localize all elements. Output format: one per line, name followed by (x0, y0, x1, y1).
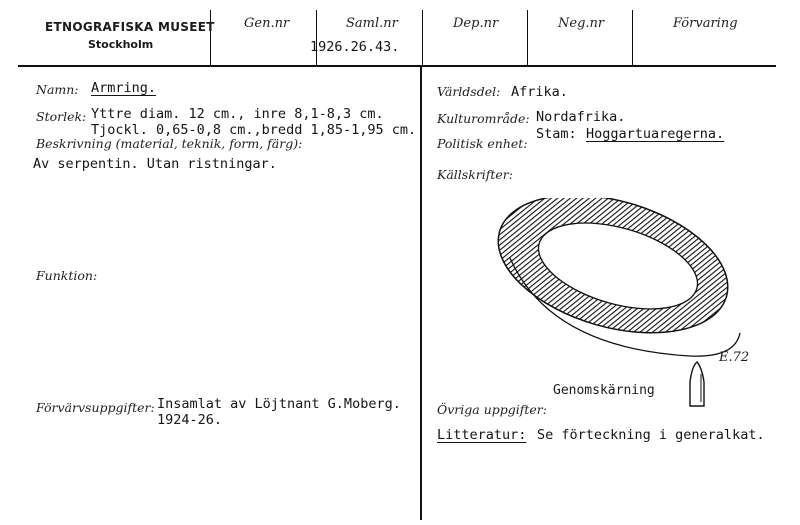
header-divider-5 (632, 10, 633, 65)
header-divider-3 (422, 10, 423, 65)
namn-value: Armring. (91, 80, 157, 96)
header-neg-nr: Neg.nr (558, 16, 605, 31)
litteratur-value: Se förteckning i generalkat. (537, 427, 765, 443)
politisk-enhet-label: Politisk enhet: (437, 136, 528, 151)
kallskrifter-label: Källskrifter: (437, 167, 513, 182)
forvarv-label: Förvärvsuppgifter: (36, 400, 155, 415)
litteratur-label: Litteratur: (437, 427, 527, 443)
beskrivning-value: Av serpentin. Utan ristningar. (33, 156, 277, 172)
drawing-caption: Genomskärning (553, 383, 655, 398)
header-bottom-rule (18, 65, 776, 67)
header-divider-1 (210, 10, 211, 65)
museum-name: ETNOGRAFISKA MUSEET (45, 20, 215, 34)
storlek-line-1: Yttre diam. 12 cm., inre 8,1-8,3 cm. (91, 106, 384, 122)
kulturomrade-label: Kulturområde: (437, 111, 530, 126)
varldsdel-label: Världsdel: (437, 84, 501, 99)
drawing-signature: E.72 (719, 350, 750, 365)
header-divider-4 (527, 10, 528, 65)
museum-city: Stockholm (88, 38, 154, 51)
body-center-divider (420, 66, 422, 520)
varldsdel-value: Afrika. (511, 84, 568, 100)
ovriga-label: Övriga uppgifter: (437, 402, 547, 417)
header-gen-nr: Gen.nr (244, 16, 290, 31)
beskrivning-label: Beskrivning (material, teknik, form, färg): (36, 136, 303, 151)
header-divider-2 (316, 10, 317, 65)
saml-nr-value: 1926.26.43. (310, 39, 400, 55)
storlek-label: Storlek: (36, 109, 87, 124)
storlek-line-2: Tjockl. 0,65-0,8 cm.,bredd 1,85-1,95 cm. (91, 122, 417, 138)
forvarv-line-2: 1924-26. (157, 412, 223, 428)
kulturomrade-value: Nordafrika. (536, 109, 626, 125)
cross-section-icon (686, 360, 708, 408)
header-saml-nr: Saml.nr (346, 16, 398, 31)
stam-value: Hoggartuaregerna. (586, 126, 725, 142)
forvarv-line-1: Insamlat av Löjtnant G.Moberg. (157, 396, 401, 412)
funktion-label: Funktion: (36, 268, 98, 283)
ring-drawing (490, 198, 760, 368)
namn-label: Namn: (36, 82, 79, 97)
header-forvaring: Förvaring (673, 16, 738, 31)
header-dep-nr: Dep.nr (453, 16, 499, 31)
stam-prefix: Stam: (536, 126, 577, 142)
